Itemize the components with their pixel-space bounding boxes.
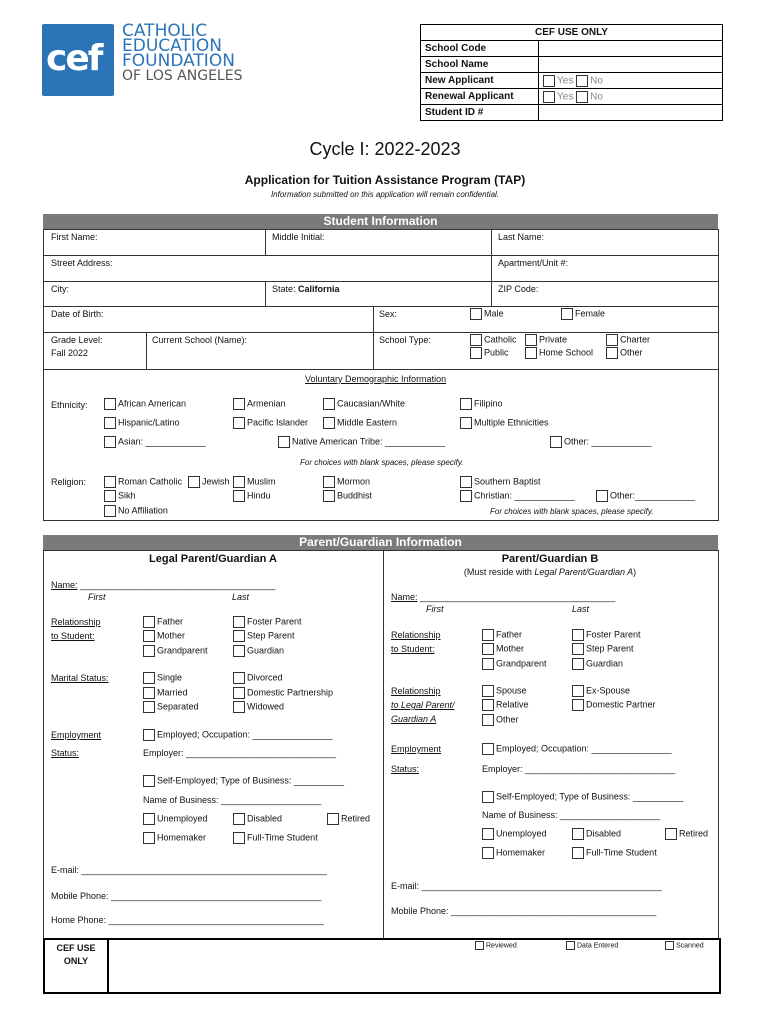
rel-mormon[interactable]: Mormon: [323, 476, 370, 488]
school-type-public[interactable]: Public: [470, 347, 509, 359]
a-rel-grandparent[interactable]: Grandparent: [143, 645, 208, 657]
eth-african-american[interactable]: African American: [104, 398, 186, 410]
ethnicity-note: For choices with blank spaces, please specify.: [300, 458, 464, 467]
b-relationship-label: Relationship: [391, 630, 441, 640]
a-marital-domestic[interactable]: Domestic Partnership: [233, 687, 333, 699]
a-relationship-label: Relationship: [51, 617, 101, 627]
student-info-header: Student Information: [43, 214, 718, 229]
rel-sikh[interactable]: Sikh: [104, 490, 136, 502]
school-type-home[interactable]: Home School: [525, 347, 593, 359]
a-marital-widowed[interactable]: Widowed: [233, 701, 284, 713]
middle-initial-label: Middle Initial:: [272, 232, 325, 242]
eth-pacific-islander[interactable]: Pacific Islander: [233, 417, 308, 429]
b-rel-grandparent[interactable]: Grandparent: [482, 658, 547, 670]
b-mobile-field[interactable]: Mobile Phone: _________________________________________: [391, 906, 657, 916]
footer-scanned[interactable]: Scanned: [665, 941, 704, 950]
rel-other[interactable]: Other:____________: [596, 490, 695, 502]
b-employed-option[interactable]: Employed; Occupation: ________________: [482, 743, 672, 755]
b-rel-step[interactable]: Step Parent: [572, 643, 634, 655]
school-name-field[interactable]: [539, 57, 723, 73]
b-rel-guardian[interactable]: Guardian: [572, 658, 623, 670]
rel-muslim[interactable]: Muslim: [233, 476, 276, 488]
rel-hindu[interactable]: Hindu: [233, 490, 271, 502]
guardian-a-title: Legal Parent/Guardian A: [149, 553, 277, 565]
b-retired-option[interactable]: Retired: [665, 828, 708, 840]
apartment-label: Apartment/Unit #:: [498, 258, 569, 268]
a-first-label: First: [88, 592, 106, 602]
school-name-label: School Name: [421, 57, 539, 73]
first-name-label: First Name:: [51, 232, 98, 242]
rel-buddhist[interactable]: Buddhist: [323, 490, 372, 502]
religion-note: For choices with blank spaces, please specify.: [490, 507, 654, 516]
a-business-name-field[interactable]: Name of Business: ____________________: [143, 795, 322, 805]
a-name-label: Name: _______________________________________: [51, 580, 276, 590]
rel-roman-catholic[interactable]: Roman Catholic: [104, 476, 182, 488]
street-address-label: Street Address:: [51, 258, 113, 268]
new-applicant-no-checkbox[interactable]: [576, 75, 588, 87]
a-employed-option[interactable]: Employed; Occupation: ________________: [143, 729, 333, 741]
a-self-employed-option[interactable]: Self-Employed; Type of Business: __________: [143, 775, 344, 787]
a-disabled-option[interactable]: Disabled: [233, 813, 282, 825]
renewal-no-checkbox[interactable]: [576, 91, 588, 103]
a-fulltime-option[interactable]: Full-Time Student: [233, 832, 318, 844]
new-applicant-label: New Applicant: [421, 73, 539, 89]
school-type-private[interactable]: Private: [525, 334, 567, 346]
school-code-label: School Code: [421, 41, 539, 57]
eth-other[interactable]: Other: ____________: [550, 436, 652, 448]
eth-armenian[interactable]: Armenian: [233, 398, 286, 410]
eth-middle-eastern[interactable]: Middle Eastern: [323, 417, 397, 429]
demographic-header: Voluntary Demographic Information: [305, 374, 447, 384]
eth-asian[interactable]: Asian: ____________: [104, 436, 206, 448]
a-homemaker-option[interactable]: Homemaker: [143, 832, 206, 844]
footer-cef-box: [43, 938, 721, 994]
renewal-applicant-label: Renewal Applicant: [421, 89, 539, 105]
grade-level-value: Fall 2022: [51, 348, 89, 358]
b-status-label: Status:: [391, 764, 420, 774]
b-rel-relative[interactable]: Relative: [482, 699, 529, 711]
b-rel-legal-label-2: to Legal Parent/: [391, 700, 455, 710]
b-rel-mother[interactable]: Mother: [482, 643, 524, 655]
b-rel-other[interactable]: Other: [482, 714, 519, 726]
rel-southern-baptist[interactable]: Southern Baptist: [460, 476, 541, 488]
a-employment-label: Employment: [51, 730, 102, 740]
state-label: State: California: [272, 284, 340, 294]
student-id-label: Student ID #: [421, 105, 539, 121]
a-marital-separated[interactable]: Separated: [143, 701, 199, 713]
rel-no-affiliation[interactable]: No Affiliation: [104, 505, 168, 517]
footer-reviewed[interactable]: Reviewed: [475, 941, 517, 950]
application-title: Application for Tuition Assistance Program (TAP): [244, 173, 526, 187]
b-last-label: Last: [572, 604, 590, 614]
cef-logo: [42, 21, 257, 96]
guardian-b-title: Parent/Guardian B: [501, 553, 599, 565]
a-rel-guardian[interactable]: Guardian: [233, 645, 284, 657]
eth-hispanic[interactable]: Hispanic/Latino: [104, 417, 180, 429]
eth-multiple[interactable]: Multiple Ethnicities: [460, 417, 549, 429]
b-rel-foster[interactable]: Foster Parent: [572, 629, 641, 641]
rel-christian[interactable]: Christian: ____________: [460, 490, 575, 502]
a-marital-label: Marital Status:: [51, 673, 109, 683]
b-unemployed-option[interactable]: Unemployed: [482, 828, 547, 840]
last-name-label: Last Name:: [498, 232, 545, 242]
new-applicant-options: Yes No: [539, 73, 723, 89]
female-option[interactable]: Female: [561, 308, 605, 320]
b-to-student-label: to Student:: [391, 644, 435, 654]
logo-wordmark: CATHOLIC EDUCATION FOUNDATION OF LOS ANGELES: [122, 21, 243, 84]
parent-info-header: Parent/Guardian Information: [43, 535, 718, 550]
a-to-student-label: to Student:: [51, 631, 95, 641]
cef-use-header: CEF USE ONLY: [421, 25, 723, 41]
a-retired-option[interactable]: Retired: [327, 813, 370, 825]
current-school-label: Current School (Name):: [152, 335, 248, 345]
a-marital-single[interactable]: Single: [143, 672, 182, 684]
b-employment-label: Employment: [391, 744, 442, 754]
new-applicant-yes-checkbox[interactable]: [543, 75, 555, 87]
cycle-title: Cycle I: 2022-2023: [309, 139, 461, 159]
rel-jewish[interactable]: Jewish: [188, 476, 230, 488]
sex-label: Sex:: [379, 309, 398, 319]
a-last-label: Last: [232, 592, 250, 602]
city-label: City:: [51, 284, 69, 294]
cef-logo-mark: cef: [42, 24, 114, 96]
dob-label: Date of Birth:: [51, 309, 104, 319]
b-email-field[interactable]: E-mail: ________________________________________________: [391, 881, 662, 891]
b-rel-ex-spouse[interactable]: Ex-Spouse: [572, 685, 630, 697]
male-option[interactable]: Male: [470, 308, 504, 320]
b-name-label: Name: _______________________________________: [391, 592, 616, 602]
b-rel-domestic-partner[interactable]: Domestic Partner: [572, 699, 656, 711]
b-disabled-option[interactable]: Disabled: [572, 828, 621, 840]
footer-cef-use-label: CEF USE: [56, 943, 96, 953]
footer-data-entered[interactable]: Data Entered: [566, 941, 618, 950]
b-self-employed-option[interactable]: Self-Employed; Type of Business: __________: [482, 791, 683, 803]
state-value: California: [298, 284, 340, 294]
b-rel-spouse[interactable]: Spouse: [482, 685, 527, 697]
student-id-field[interactable]: [539, 105, 723, 121]
a-marital-divorced[interactable]: Divorced: [233, 672, 283, 684]
confidential-note: Information submitted on this application will remain confidential.: [270, 190, 500, 199]
school-type-catholic[interactable]: Catholic: [470, 334, 517, 346]
grade-level-label: Grade Level:: [51, 335, 103, 345]
b-first-label: First: [426, 604, 444, 614]
cef-use-only-table: [420, 24, 723, 121]
a-rel-step[interactable]: Step Parent: [233, 630, 295, 642]
a-employer-field[interactable]: Employer: ______________________________: [143, 748, 337, 758]
b-employer-field[interactable]: Employer: ______________________________: [482, 764, 676, 774]
guardian-b-note: (Must reside with Legal Parent/Guardian A): [463, 567, 637, 577]
b-homemaker-option[interactable]: Homemaker: [482, 847, 545, 859]
a-status-label: Status:: [51, 748, 80, 758]
school-type-label: School Type:: [379, 335, 431, 345]
a-rel-mother[interactable]: Mother: [143, 630, 185, 642]
eth-filipino[interactable]: Filipino: [460, 398, 503, 410]
b-business-name-field[interactable]: Name of Business: ____________________: [482, 810, 661, 820]
ethnicity-label: Ethnicity:: [51, 400, 88, 410]
renewal-applicant-options: Yes No: [539, 89, 723, 105]
a-rel-foster[interactable]: Foster Parent: [233, 616, 302, 628]
footer-only-label: ONLY: [63, 956, 89, 966]
b-rel-legal-label-1: Relationship: [391, 686, 441, 696]
a-email-field[interactable]: E-mail: _________________________________________________: [51, 865, 327, 875]
school-type-other[interactable]: Other: [606, 347, 643, 359]
b-rel-legal-label-3: Guardian A: [391, 714, 437, 724]
a-mobile-field[interactable]: Mobile Phone: __________________________________________: [51, 891, 322, 901]
a-home-phone-field[interactable]: Home Phone: ___________________________________________: [51, 915, 324, 925]
school-code-field[interactable]: [539, 41, 723, 57]
eth-native-american[interactable]: Native American Tribe: ____________: [278, 436, 445, 448]
religion-label: Religion:: [51, 477, 87, 487]
a-unemployed-option[interactable]: Unemployed: [143, 813, 208, 825]
b-fulltime-option[interactable]: Full-Time Student: [572, 847, 657, 859]
school-type-charter[interactable]: Charter: [606, 334, 650, 346]
a-rel-father[interactable]: Father: [143, 616, 183, 628]
a-marital-married[interactable]: Married: [143, 687, 188, 699]
zip-label: ZIP Code:: [498, 284, 539, 294]
renewal-yes-checkbox[interactable]: [543, 91, 555, 103]
b-rel-father[interactable]: Father: [482, 629, 522, 641]
eth-caucasian[interactable]: Caucasian/White: [323, 398, 405, 410]
